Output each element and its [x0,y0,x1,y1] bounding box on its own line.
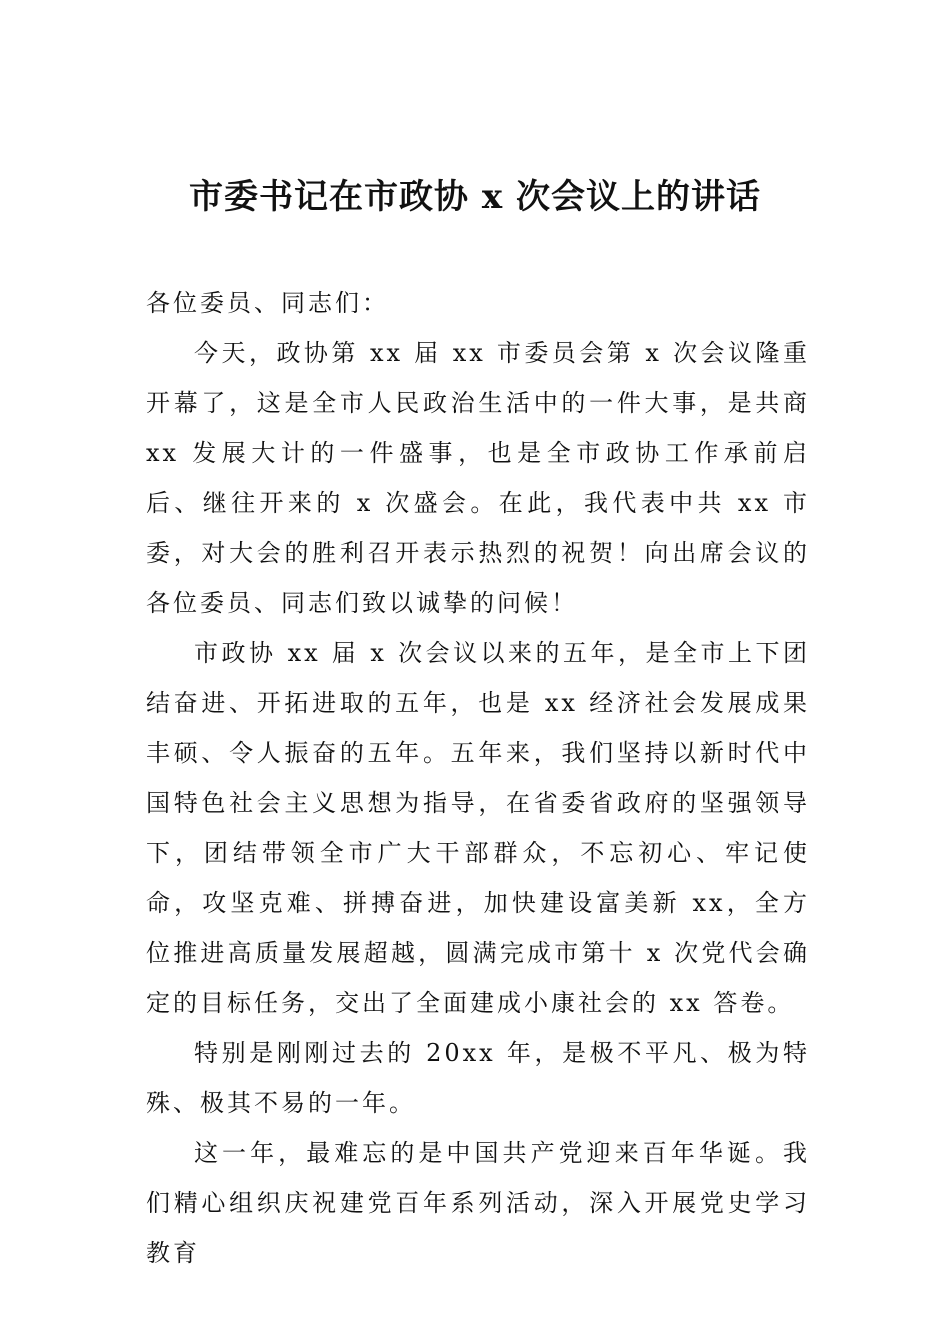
document-body [146,278,810,1278]
document-title: 市委书记在市政协 x 次会议上的讲话 [189,177,761,217]
paragraph: 这一年，最难忘的是中国共产党迎来百年华诞。我们精心组织庆祝建党百年系列活动，深入开展党史学习教育 [146,1139,810,1267]
paragraph: 市政协 xx 届 x 次会议以来的五年，是全市上下团结奋进、开拓进取的五年，也是 xx 经济社会发展成果丰硕、令人振奋的五年。五年来，我们坚持以新时代中国特色社会主义思想为指导，在省委省政府的坚强领导下，团结带领全市广大干部群众，不忘初心、牢记使命，攻坚克难、拼搏奋进，加快建设富美新 xx，全方位推进高质量发展超越，圆满完成市第十 x 次党代会确定的目标任务，交出了全面建成小康社会的 xx 答卷。 [146,639,810,1017]
paragraph: 今天，政协第 xx 届 xx 市委员会第 x 次会议隆重开幕了，这是全市人民政治生活中的一件大事，是共商 xx 发展大计的一件盛事，也是全市政协工作承前启后、继往开来的 x 次盛会。在此，我代表中共 xx 市委，对大会的胜利召开表示热烈的祝贺！向出席会议的各位委员、同志们致以诚挚的问候！ [146,339,810,617]
paragraph: 特别是刚刚过去的 20xx 年，是极不平凡、极为特殊、极其不易的一年。 [146,1039,810,1117]
salutation: 各位委员、同志们： [146,289,389,317]
